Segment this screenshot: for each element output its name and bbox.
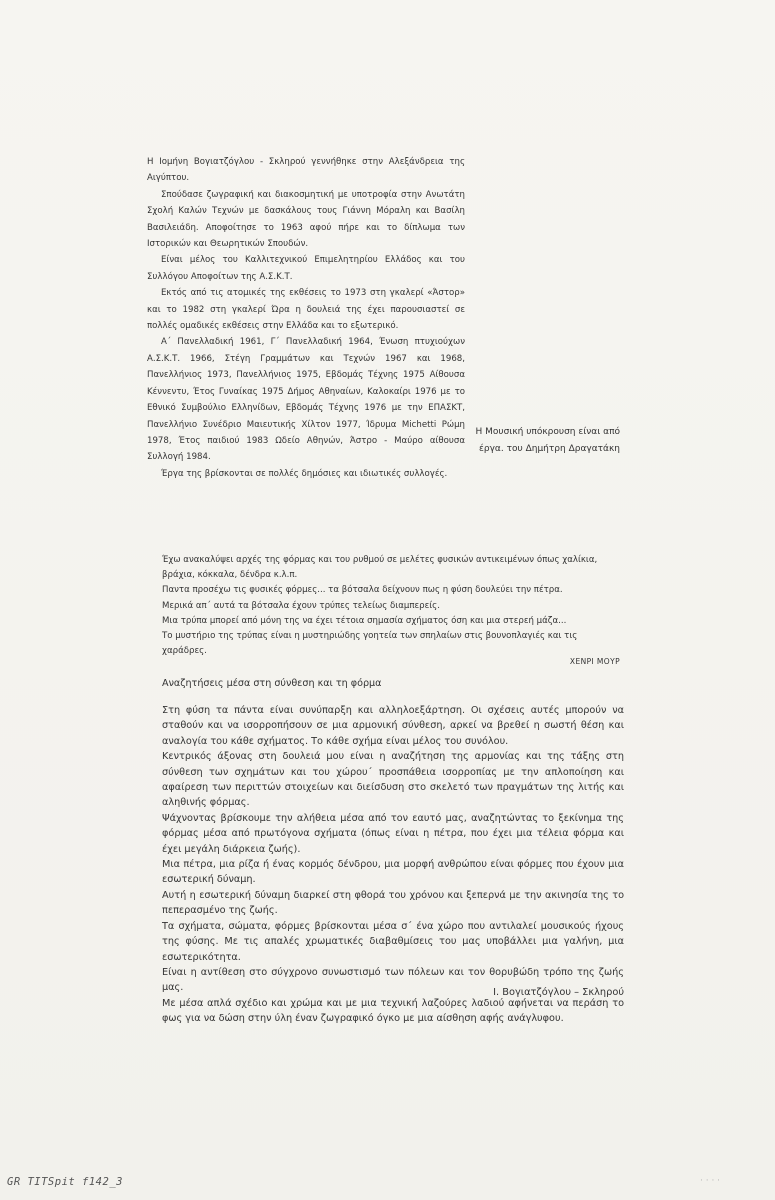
bio-paragraph: Έργα της βρίσκονται σε πολλές δημόσιες και ιδιωτικές συλλογές. bbox=[161, 468, 448, 479]
quote-line: Μερικά απ΄ αυτά τα βότσαλα έχουν τρύπες τελείως διαμπερείς. bbox=[162, 600, 440, 611]
essay-paragraph: Είναι η αντίθεση στο σύγχρονο συνωστισμό των πόλεων και τον θορυβώδη τρόπο της ζωής μας. bbox=[162, 966, 624, 994]
essay-signature: Ι. Βογιατζόγλου – Σκληρού bbox=[493, 987, 624, 998]
quote-line: Μια τρύπα μπορεί από μόνη της να έχει τέτοια σημασία σχήματος όση και μια στερεή μάζα... bbox=[162, 615, 567, 626]
essay-body bbox=[162, 703, 624, 1027]
bio-paragraph: Α΄ Πανελλαδική 1961, Γ΄ Πανελλαδική 1964, Ένωση πτυχιούχων Α.Σ.Κ.Τ. 1966, Στέγη Γραμμάτων και Τεχνών 1967 και 1968, Πανελλήνιος 1973, Πανελλήνιος 1975, Εβδομάς Τέχνης 1975 Αίθουσα Κέννεντυ, Έτος Γυναίκας 1975 Δήμος Αθηναίων, Καλοκαίρι 1976 με το Εθνικό Συμβούλιο Ελληνίδων, Εβδομάς Τέχνης 1976 με την ΕΠΑΣΚΤ, Πανελλήνιο Συνέδριο Μαιευτικής Χίλτον 1977, Ίδρυμα Michetti Ρώμη 1978, Έτος παιδιού 1983 Ωδείο Αθηνών, Άστρο - Μαύρο αίθουσα Συλλογή 1984. bbox=[147, 337, 465, 463]
bio-paragraph: Σπούδασε ζωγραφική και διακοσμητική με υποτροφία στην Ανωτάτη Σχολή Καλών Τεχνών με δασκάλους τους Γιάννη Μόραλη και Βασίλη Βασιλειάδη. Αποφοίτησε το 1963 αφού πήρε και το δίπλωμα των Ιστορικών και Θεωρητικών Σπουδών. bbox=[147, 189, 465, 250]
music-credit bbox=[470, 424, 620, 458]
biography-column bbox=[147, 154, 465, 482]
bio-paragraph: Είναι μέλος του Καλλιτεχνικού Επιμελητηρίου Ελλάδος και του Συλλόγου Αποφοίτων της Α.Σ.Κ.Τ. bbox=[147, 255, 465, 282]
archive-code: GR TITSpit f142_3 bbox=[7, 1176, 123, 1188]
bio-paragraph: Εκτός από τις ατομικές της εκθέσεις το 1973 στη γκαλερί «Άστορ» και το 1982 στη γκαλερί Ώρα η δουλειά της έχει παρουσιαστεί σε πολλές ομαδικές εκθέσεις στην Ελλάδα και το εξωτερικό. bbox=[147, 288, 465, 332]
quote-line: Έχω ανακαλύψει αρχές της φόρμας και του ρυθμού σε μελέτες φυσικών αντικειμένων όπως χαλίκια, βράχια, κόκκαλα, δένδρα κ.λ.π. bbox=[162, 555, 598, 581]
essay-paragraph: Ψάχνοντας βρίσκουμε την αλήθεια μέσα από τον εαυτό μας, αναζητώντας το ξεκίνημα της φόρμας μέσα από πρωτόγονα σχήματα (όπως είναι η πέτρα, που έχει μια τέλεια φόρμα και έχει μεγάλη διάρκεια ζωής). bbox=[162, 812, 624, 855]
essay-paragraph: Μια πέτρα, μια ρίζα ή ένας κορμός δένδρου, μια μορφή ανθρώπου είναι φόρμες που έχουν μια εσωτερική δύναμη. bbox=[162, 859, 624, 886]
quote-line: Το μυστήριο της τρύπας είναι η μυστηριώδης γοητεία των σπηλαίων στις βουνοπλαγιές και τις χαράδρες. bbox=[162, 631, 578, 657]
essay-paragraph: Τα σχήματα, σώματα, φόρμες βρίσκονται μέσα σ΄ ένα χώρο που αντιλαλεί μουσικούς ήχους της φύσης. Με τις απαλές χρωματικές διαβαθμίσεις του μας υποβάλλει μια γαλήνη, μια εσωτερικότητα. bbox=[162, 920, 624, 963]
faint-corner-mark: · · · · bbox=[700, 1176, 721, 1186]
essay-paragraph: Στη φύση τα πάντα είναι συνύπαρξη και αλληλοεξάρτηση. Οι σχέσεις αυτές μπορούν να σταθούν και να ισορροπήσουν σε μια αρμονική σύνθεση, αρκεί να βρεθεί η σωστή θέση και αναλογία του κάθε σχήματος. Το κάθε σχήμα είναι μέλος του συνόλου. bbox=[162, 705, 624, 747]
quote-author: ΧΕΝΡΙ ΜΟΥΡ bbox=[569, 657, 620, 666]
essay-paragraph: Αυτή η εσωτερική δύναμη διαρκεί στη φθορά του χρόνου και ξεπερνά με την ακινησία της το πεπερασμένο της ζωής. bbox=[162, 889, 624, 917]
essay-paragraph: Με μέσα απλά σχέδιο και χρώμα και με μια τεχνική λαζούρες λαδιού αφήνεται να περάση το φως για να δώση στην ύλη έναν ζωγραφικό όγκο με μια αίσθηση αφής ανάγλυφου. bbox=[162, 997, 624, 1025]
quote-line: Παντα προσέχω τις φυσικές φόρμες... τα βότσαλα δείχνουν πως η φύση δουλεύει την πέτρα. bbox=[162, 585, 563, 596]
essay-paragraph: Κεντρικός άξονας στη δουλειά μου είναι η αναζήτηση της αρμονίας και της τάξης στη σύνθεση των σχημάτων και του χώρου΄ προσπάθεια ισορροπίας με την απλοποίηση και αφαίρεση των περιττών στοιχείων και διείσδυση στο σκελετό των πραγμάτων της λιτής και αληθινής φόρμας. bbox=[162, 751, 624, 809]
essay-title: Αναζητήσεις μέσα στη σύνθεση και τη φόρμα bbox=[162, 678, 382, 689]
music-credit-line: έργα. του Δημήτρη Δραγατάκη bbox=[479, 444, 620, 454]
bio-paragraph: Η Ιομήνη Βογιατζόγλου - Σκληρού γεννήθηκε στην Αλεξάνδρεια της Αιγύπτου. bbox=[147, 157, 465, 184]
music-credit-line: Η Μουσική υπόκρουση είναι από bbox=[475, 427, 620, 437]
henry-moore-quote bbox=[162, 553, 617, 659]
